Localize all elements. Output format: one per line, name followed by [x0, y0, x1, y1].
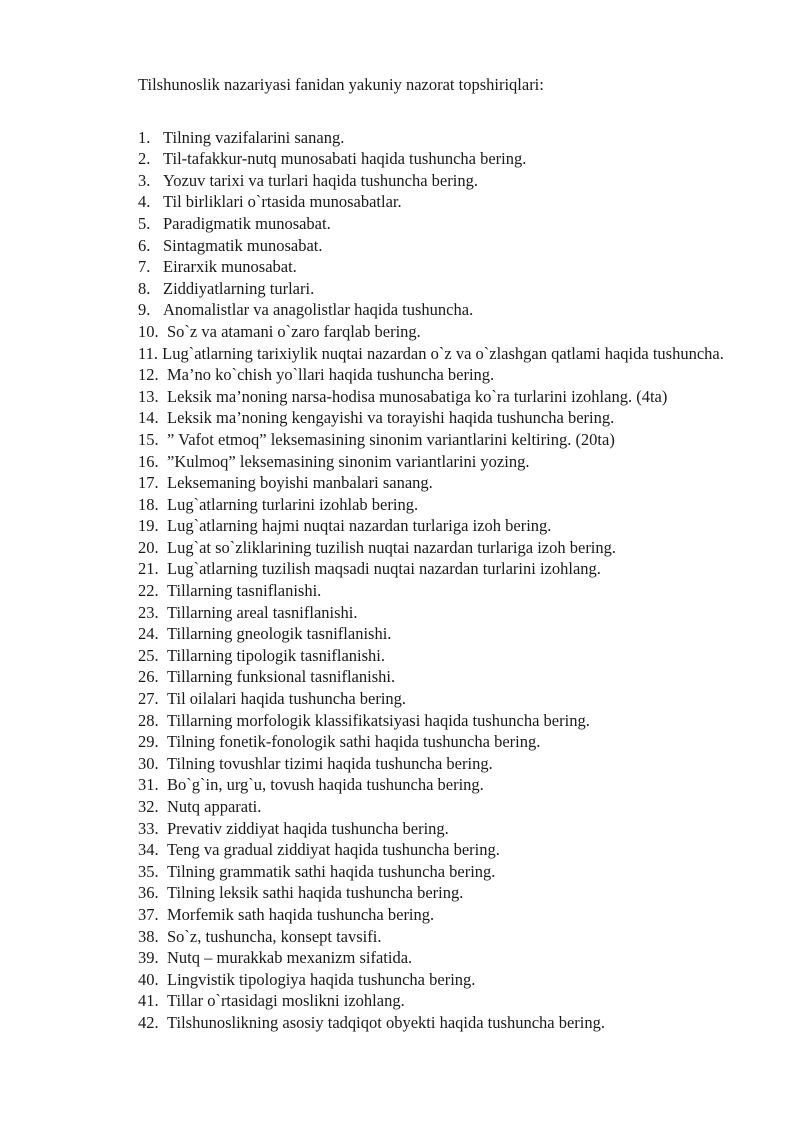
question-number: 26. [138, 667, 159, 687]
question-text: Til-tafakkur-nutq munosabati haqida tushuncha bering. [163, 149, 527, 169]
question-item [138, 645, 742, 667]
question-item [138, 191, 742, 213]
question-number: 21. [138, 559, 159, 579]
question-item [138, 235, 742, 257]
question-number: 38. [138, 926, 159, 946]
question-number: 8. [138, 278, 151, 298]
question-text: Lug`atlarning hajmi nuqtai nazardan turlariga izoh bering. [167, 516, 552, 536]
question-text: Lug`atlarning turlarini izohlab bering. [167, 494, 419, 514]
question-number: 5. [138, 213, 151, 233]
question-item [138, 904, 742, 926]
question-text: Tillarning tasniflanishi. [167, 581, 322, 601]
question-item [138, 537, 742, 559]
question-text: Ziddiyatlarning turlari. [163, 278, 315, 298]
question-number: 33. [138, 818, 159, 838]
question-number: 39. [138, 948, 159, 968]
question-number: 2. [138, 149, 151, 169]
question-number: 41. [138, 991, 159, 1011]
question-list [138, 127, 742, 1034]
question-text: Til oilalari haqida tushuncha bering. [167, 689, 407, 709]
question-number: 22. [138, 581, 159, 601]
question-text: Lug`at so`zliklarining tuzilish nuqtai nazardan turlariga izoh bering. [167, 537, 617, 557]
question-item [138, 343, 742, 365]
question-item [138, 602, 742, 624]
question-item [138, 256, 742, 278]
question-text: Tillarning morfologik klassifikatsiyasi haqida tushuncha bering. [167, 710, 590, 730]
question-number: 16. [138, 451, 159, 471]
question-number: 14. [138, 408, 159, 428]
question-item [138, 926, 742, 948]
question-item [138, 688, 742, 710]
question-text: Yozuv tarixi va turlari haqida tushuncha bering. [163, 170, 478, 190]
question-item [138, 861, 742, 883]
question-item [138, 213, 742, 235]
question-number: 11. [138, 343, 159, 363]
question-number: 13. [138, 386, 159, 406]
question-text: Lug`atlarning tarixiylik nuqtai nazardan o`z va o`zlashgan qatlami haqida tushuncha. [162, 343, 724, 363]
question-number: 34. [138, 840, 159, 860]
question-item [138, 407, 742, 429]
question-text: Sintagmatik munosabat. [163, 235, 323, 255]
question-item [138, 558, 742, 580]
question-number: 37. [138, 904, 159, 924]
question-number: 17. [138, 473, 159, 493]
question-text: Leksik ma’noning narsa-hodisa munosabatiga ko`ra turlarini izohlang. (4ta) [167, 386, 668, 406]
question-text: Tilshunoslikning asosiy tadqiqot obyekti haqida tushuncha bering. [167, 1012, 605, 1032]
question-item [138, 364, 742, 386]
question-text: Til birliklari o`rtasida munosabatlar. [163, 192, 402, 212]
question-number: 36. [138, 883, 159, 903]
question-number: 4. [138, 192, 151, 212]
question-text: Teng va gradual ziddiyat haqida tushuncha bering. [167, 840, 500, 860]
question-number: 7. [138, 257, 151, 277]
question-text: Morfemik sath haqida tushuncha bering. [167, 904, 435, 924]
question-text: Tilning vazifalarini sanang. [163, 127, 345, 147]
question-item [138, 278, 742, 300]
question-number: 29. [138, 732, 159, 752]
question-item [138, 148, 742, 170]
question-item [138, 796, 742, 818]
question-text: Lingvistik tipologiya haqida tushuncha bering. [167, 969, 476, 989]
question-item [138, 580, 742, 602]
question-number: 42. [138, 1012, 159, 1032]
question-item [138, 1012, 742, 1034]
question-item [138, 386, 742, 408]
question-text: ” Vafot etmoq” leksemasining sinonim variantlarini keltiring. (20ta) [167, 429, 615, 449]
question-text: Nutq apparati. [167, 797, 262, 816]
question-text: Tillarning areal tasniflanishi. [167, 602, 358, 622]
question-text: Lug`atlarning tuzilish maqsadi nuqtai nazardan turlarini izohlang. [167, 559, 601, 579]
question-item [138, 753, 742, 775]
question-text: So`z va atamani o`zaro farqlab bering. [167, 321, 421, 341]
question-number: 25. [138, 645, 159, 665]
question-text: Tilning leksik sathi haqida tushuncha bering. [167, 883, 464, 903]
question-item [138, 127, 742, 149]
question-item [138, 515, 742, 537]
question-item [138, 299, 742, 321]
question-item [138, 731, 742, 753]
question-number: 27. [138, 689, 159, 709]
question-item [138, 472, 742, 494]
question-text: Leksik ma’noning kengayishi va torayishi haqida tushuncha bering. [167, 408, 615, 428]
question-item [138, 170, 742, 192]
question-text: Leksemaning boyishi manbalari sanang. [167, 473, 433, 493]
question-item [138, 839, 742, 861]
question-number: 24. [138, 624, 159, 644]
question-number: 23. [138, 602, 159, 622]
question-text: Tillar o`rtasidagi moslikni izohlang. [167, 991, 405, 1011]
question-text: Nutq – murakkab mexanizm sifatida. [167, 948, 413, 968]
question-number: 12. [138, 365, 159, 385]
question-text: Eirarxik munosabat. [163, 257, 297, 277]
question-item [138, 451, 742, 473]
question-item [138, 774, 742, 796]
question-number: 10. [138, 321, 159, 341]
question-number: 32. [138, 797, 159, 816]
question-number: 19. [138, 516, 159, 536]
question-item [138, 882, 742, 904]
question-item [138, 623, 742, 645]
question-text: Tilning fonetik-fonologik sathi haqida tushuncha bering. [167, 732, 541, 752]
question-number: 20. [138, 537, 159, 557]
question-item [138, 990, 742, 1012]
question-text: So`z, tushuncha, konsept tavsifi. [167, 926, 382, 946]
question-text: Tillarning tipologik tasniflanishi. [167, 645, 386, 665]
question-text: Tillarning gneologik tasniflanishi. [167, 624, 392, 644]
question-number: 30. [138, 753, 159, 773]
question-text: Ma’no ko`chish yo`llari haqida tushuncha bering. [167, 365, 495, 385]
question-number: 40. [138, 969, 159, 989]
document-page [138, 74, 742, 1034]
question-text: Bo`g`in, urg`u, tovush haqida tushuncha bering. [167, 775, 484, 795]
question-text: Tilning tovushlar tizimi haqida tushuncha bering. [167, 753, 493, 773]
question-number: 1. [138, 127, 151, 147]
question-number: 3. [138, 170, 151, 190]
question-number: 9. [138, 300, 151, 320]
question-text: Tilning grammatik sathi haqida tushuncha bering. [167, 861, 496, 881]
question-text: ”Kulmoq” leksemasining sinonim variantlarini yozing. [167, 451, 530, 471]
question-item [138, 947, 742, 969]
question-number: 18. [138, 494, 159, 514]
question-item [138, 321, 742, 343]
question-text: Anomalistlar va anagolistlar haqida tushuncha. [163, 300, 474, 320]
question-number: 35. [138, 861, 159, 881]
question-item [138, 666, 742, 688]
question-item [138, 969, 742, 991]
question-number: 6. [138, 235, 151, 255]
question-item [138, 429, 742, 451]
question-text: Tillarning funksional tasniflanishi. [167, 667, 396, 687]
document-title: Tilshunoslik nazariyasi fanidan yakuniy nazorat topshiriqlari: [138, 75, 544, 94]
question-number: 15. [138, 429, 159, 449]
question-text: Prevativ ziddiyat haqida tushuncha bering. [167, 818, 449, 838]
question-item [138, 710, 742, 732]
question-text: Paradigmatik munosabat. [163, 213, 331, 233]
question-item [138, 818, 742, 840]
question-number: 31. [138, 775, 159, 795]
question-item [138, 494, 742, 516]
question-number: 28. [138, 710, 159, 730]
